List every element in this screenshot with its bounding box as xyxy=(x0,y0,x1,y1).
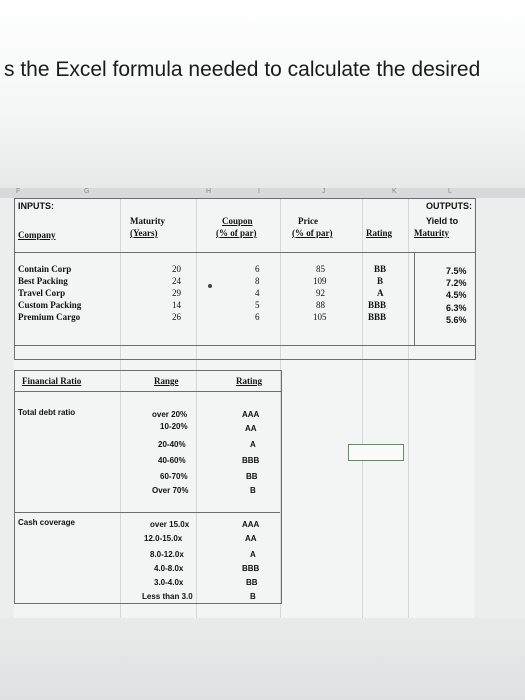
ratio-name-cash-coverage[interactable]: Cash coverage xyxy=(18,518,75,527)
range-value[interactable]: 60-70% xyxy=(160,472,188,481)
company-name[interactable]: Travel Corp xyxy=(18,288,66,298)
price-value[interactable]: 109 xyxy=(313,276,327,286)
desk-surface xyxy=(0,618,525,700)
rating-code[interactable]: BBB xyxy=(242,564,260,573)
financial-ratio-header: Financial Ratio xyxy=(22,376,82,386)
company-name[interactable]: Best Packing xyxy=(18,276,68,286)
rating-code[interactable]: A xyxy=(250,550,256,559)
range-value[interactable]: Over 70% xyxy=(152,486,189,495)
yield-value[interactable]: 6.3% xyxy=(446,303,467,313)
yield-header: Yield to xyxy=(426,216,459,226)
price-unit-header: (% of par) xyxy=(292,228,333,238)
price-header: Price xyxy=(298,216,318,226)
rating-code[interactable]: B xyxy=(250,486,256,495)
price-value[interactable]: 85 xyxy=(316,264,325,274)
rating-code[interactable]: AAA xyxy=(242,410,260,419)
range-value[interactable]: 12.0-15.0x xyxy=(144,534,183,543)
ratio-name-total-debt[interactable]: Total debt ratio xyxy=(18,408,76,417)
rating-code[interactable]: BBB xyxy=(242,456,260,465)
column-letter-i[interactable]: I xyxy=(258,188,260,195)
company-name[interactable]: Premium Cargo xyxy=(18,312,81,322)
coupon-value[interactable]: 5 xyxy=(255,300,260,310)
rating-value[interactable]: A xyxy=(377,288,384,298)
rating-code[interactable]: AA xyxy=(245,424,257,433)
selected-cell[interactable] xyxy=(348,444,404,461)
range-value[interactable]: over 20% xyxy=(152,410,188,419)
column-header-strip xyxy=(0,188,525,198)
coupon-value[interactable]: 6 xyxy=(255,312,260,322)
coupon-header: Coupon xyxy=(222,216,253,226)
maturity-value[interactable]: 20 xyxy=(172,264,181,274)
range-value[interactable]: 40-60% xyxy=(158,456,186,465)
yield-value[interactable]: 4.5% xyxy=(446,290,467,300)
maturity-value[interactable]: 29 xyxy=(172,288,181,298)
column-letter-f[interactable]: F xyxy=(16,188,21,195)
price-value[interactable]: 92 xyxy=(316,288,325,298)
range-value[interactable]: Less than 3.0 xyxy=(142,592,193,601)
coupon-value[interactable]: 4 xyxy=(255,288,260,298)
coupon-unit-header: (% of par) xyxy=(216,228,257,238)
rating-value[interactable]: B xyxy=(377,276,384,286)
rating-header: Rating xyxy=(366,228,393,238)
column-letter-h[interactable]: H xyxy=(206,188,212,195)
company-name[interactable]: Custom Packing xyxy=(18,300,82,310)
coupon-value[interactable]: 8 xyxy=(255,276,260,286)
maturity-value[interactable]: 26 xyxy=(172,312,181,322)
coupon-value[interactable]: 6 xyxy=(255,264,260,274)
maturity-header: Maturity xyxy=(130,216,165,226)
company-header: Company xyxy=(18,230,56,240)
rating-value[interactable]: BBB xyxy=(368,300,387,310)
rating-value[interactable]: BB xyxy=(374,264,387,274)
maturity-output-header: Maturity xyxy=(414,228,449,238)
question-text: s the Excel formula needed to calculate the desired xyxy=(4,58,481,81)
rating-table-header: Rating xyxy=(236,376,263,386)
rating-code[interactable]: AA xyxy=(245,534,257,543)
price-value[interactable]: 105 xyxy=(313,312,327,322)
range-header: Range xyxy=(154,376,179,386)
maturity-unit-header: (Years) xyxy=(130,228,158,238)
maturity-value[interactable]: 14 xyxy=(172,300,181,310)
range-value[interactable]: 20-40% xyxy=(158,440,186,449)
range-value[interactable]: over 15.0x xyxy=(150,520,190,529)
range-value[interactable]: 8.0-12.0x xyxy=(150,550,184,559)
rating-code[interactable]: A xyxy=(250,440,256,449)
company-name[interactable]: Contain Corp xyxy=(18,264,72,274)
question-header-area xyxy=(0,0,525,188)
maturity-value[interactable]: 24 xyxy=(172,276,181,286)
yield-output-box xyxy=(414,252,476,346)
column-letter-g[interactable]: G xyxy=(84,188,90,195)
column-letter-k[interactable]: K xyxy=(392,188,397,195)
rating-code[interactable]: BB xyxy=(246,472,258,481)
outputs-label: OUTPUTS: xyxy=(426,201,472,211)
yield-value[interactable]: 5.6% xyxy=(446,315,467,325)
range-value[interactable]: 10-20% xyxy=(160,422,188,431)
range-value[interactable]: 4.0-8.0x xyxy=(154,564,184,573)
rating-code[interactable]: B xyxy=(250,592,256,601)
rating-value[interactable]: BBB xyxy=(368,312,387,322)
column-letter-l[interactable]: L xyxy=(448,188,452,195)
yield-value[interactable]: 7.2% xyxy=(446,278,467,288)
cell-marker-icon xyxy=(208,284,212,288)
inputs-label: INPUTS: xyxy=(18,201,54,211)
yield-value[interactable]: 7.5% xyxy=(446,266,467,276)
price-value[interactable]: 88 xyxy=(316,300,325,310)
company-data-box xyxy=(14,252,476,346)
column-letter-j[interactable]: J xyxy=(322,188,326,195)
rating-code[interactable]: BB xyxy=(246,578,258,587)
range-value[interactable]: 3.0-4.0x xyxy=(154,578,184,587)
group-divider xyxy=(14,512,280,513)
rating-code[interactable]: AAA xyxy=(242,520,260,529)
